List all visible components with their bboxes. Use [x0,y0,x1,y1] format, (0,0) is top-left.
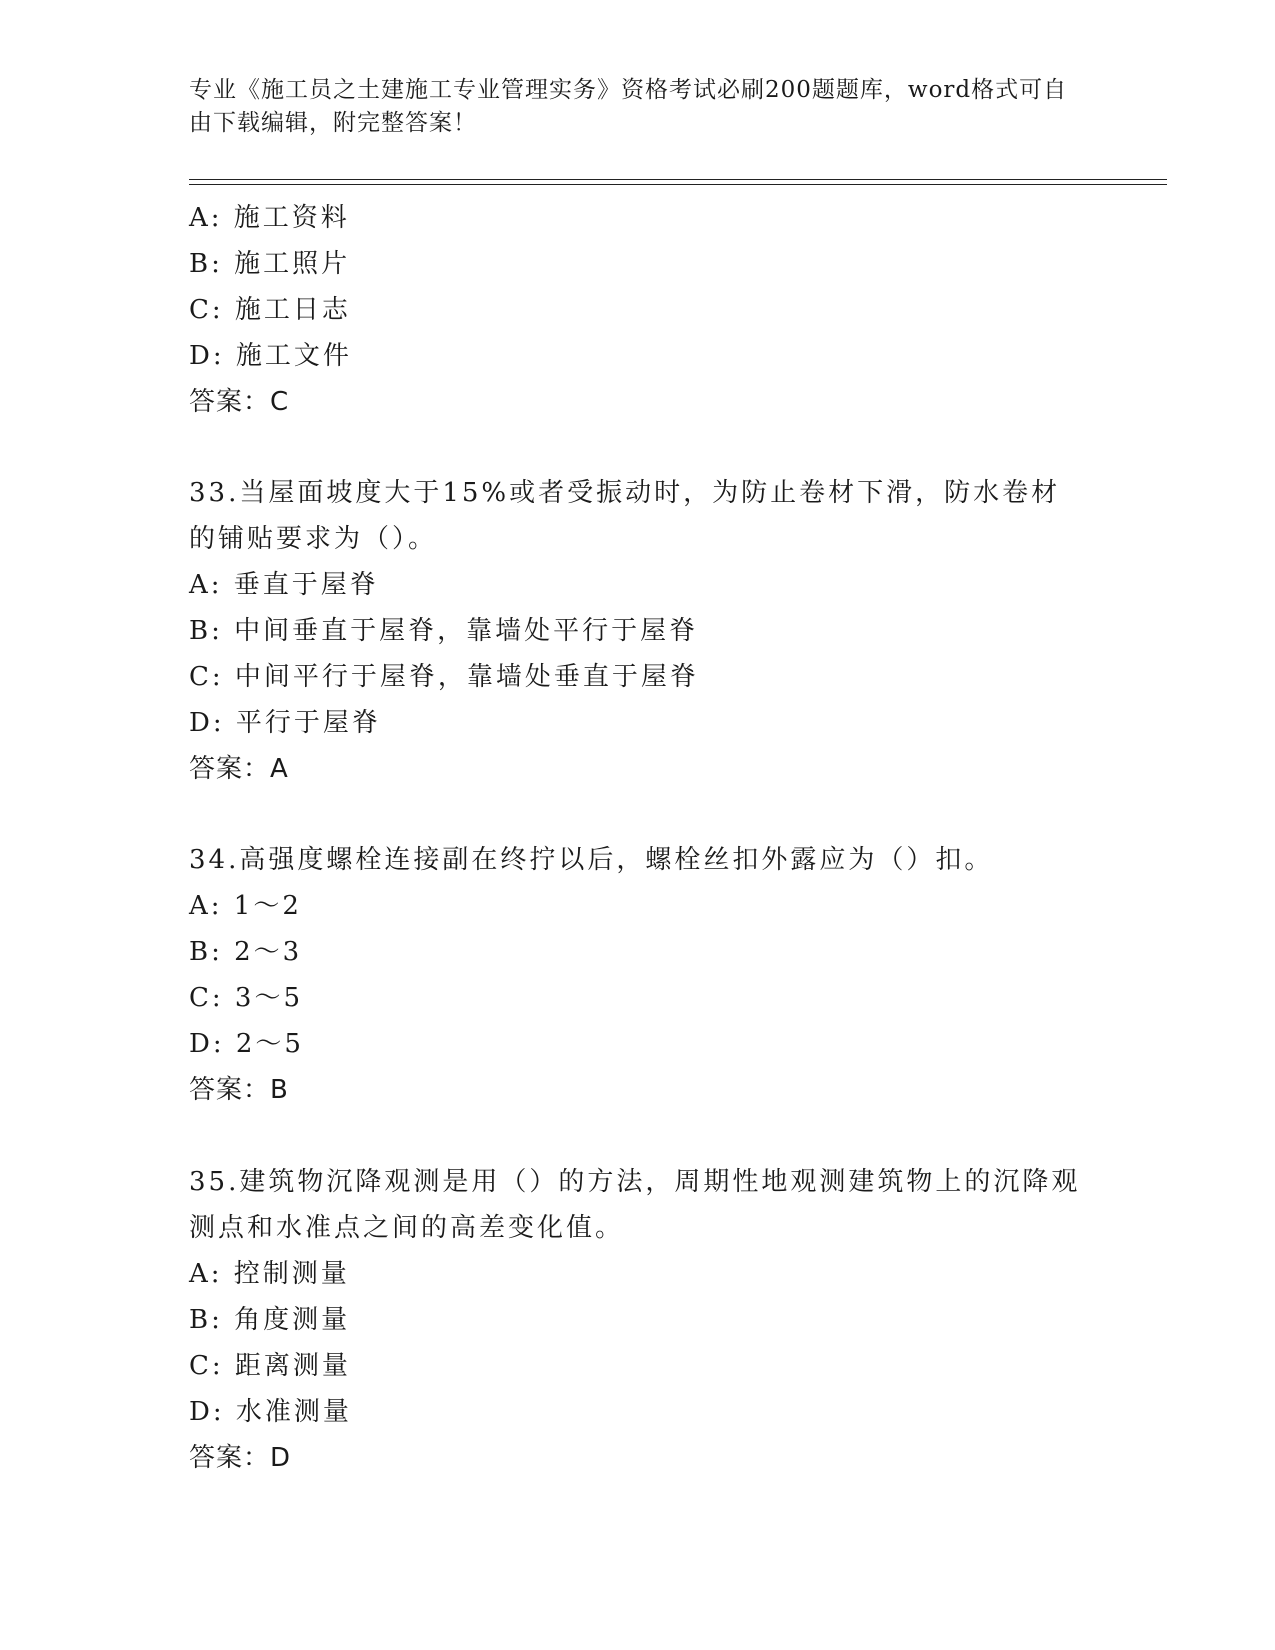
question-block-34 [189,837,1089,1113]
option-a: A: 1～2 [189,891,302,921]
option-d: D: 2～5 [189,1029,304,1059]
option-c: C: 3～5 [189,983,304,1013]
option-b: B: 中间垂直于屋脊，靠墙处平行于屋脊 [189,616,699,646]
option-b: B: 2～3 [189,937,303,967]
question-list [189,195,1089,1481]
document-header: 专业《施工员之土建施工专业管理实务》资格考试必刷200题题库，word格式可自由下载编辑，附完整答案！ [189,77,1068,136]
question-stem: 35.建筑物沉降观测是用（）的方法，周期性地观测建筑物上的沉降观测点和水准点之间的高差变化值。 [189,1167,1081,1243]
option-c: C: 中间平行于屋脊，靠墙处垂直于屋脊 [189,662,699,692]
option-d: D: 施工文件 [189,341,352,371]
option-a: A: 施工资料 [189,203,350,233]
answer-line: 答案：D [189,1443,292,1473]
option-d: D: 平行于屋脊 [189,708,381,738]
option-d: D: 水准测量 [189,1397,352,1427]
header-divider-top [189,179,1167,180]
option-c: C: 距离测量 [189,1351,351,1381]
answer-line: 答案：C [189,387,290,417]
option-a: A: 控制测量 [189,1259,350,1289]
option-b: B: 施工照片 [189,249,351,279]
option-c: C: 施工日志 [189,295,351,325]
question-stem: 33.当屋面坡度大于15%或者受振动时，为防止卷材下滑，防水卷材的铺贴要求为（）。 [189,478,1061,554]
question-block-35 [189,1159,1089,1481]
answer-line: 答案：B [189,1075,289,1105]
question-block-33 [189,470,1089,792]
option-b: B: 角度测量 [189,1305,351,1335]
option-a: A: 垂直于屋脊 [189,570,379,600]
header-divider-bottom [189,184,1167,185]
question-block-32 [189,195,1089,425]
question-stem: 34.高强度螺栓连接副在终拧以后，螺栓丝扣外露应为（）扣。 [189,845,994,875]
answer-line: 答案：A [189,754,289,784]
